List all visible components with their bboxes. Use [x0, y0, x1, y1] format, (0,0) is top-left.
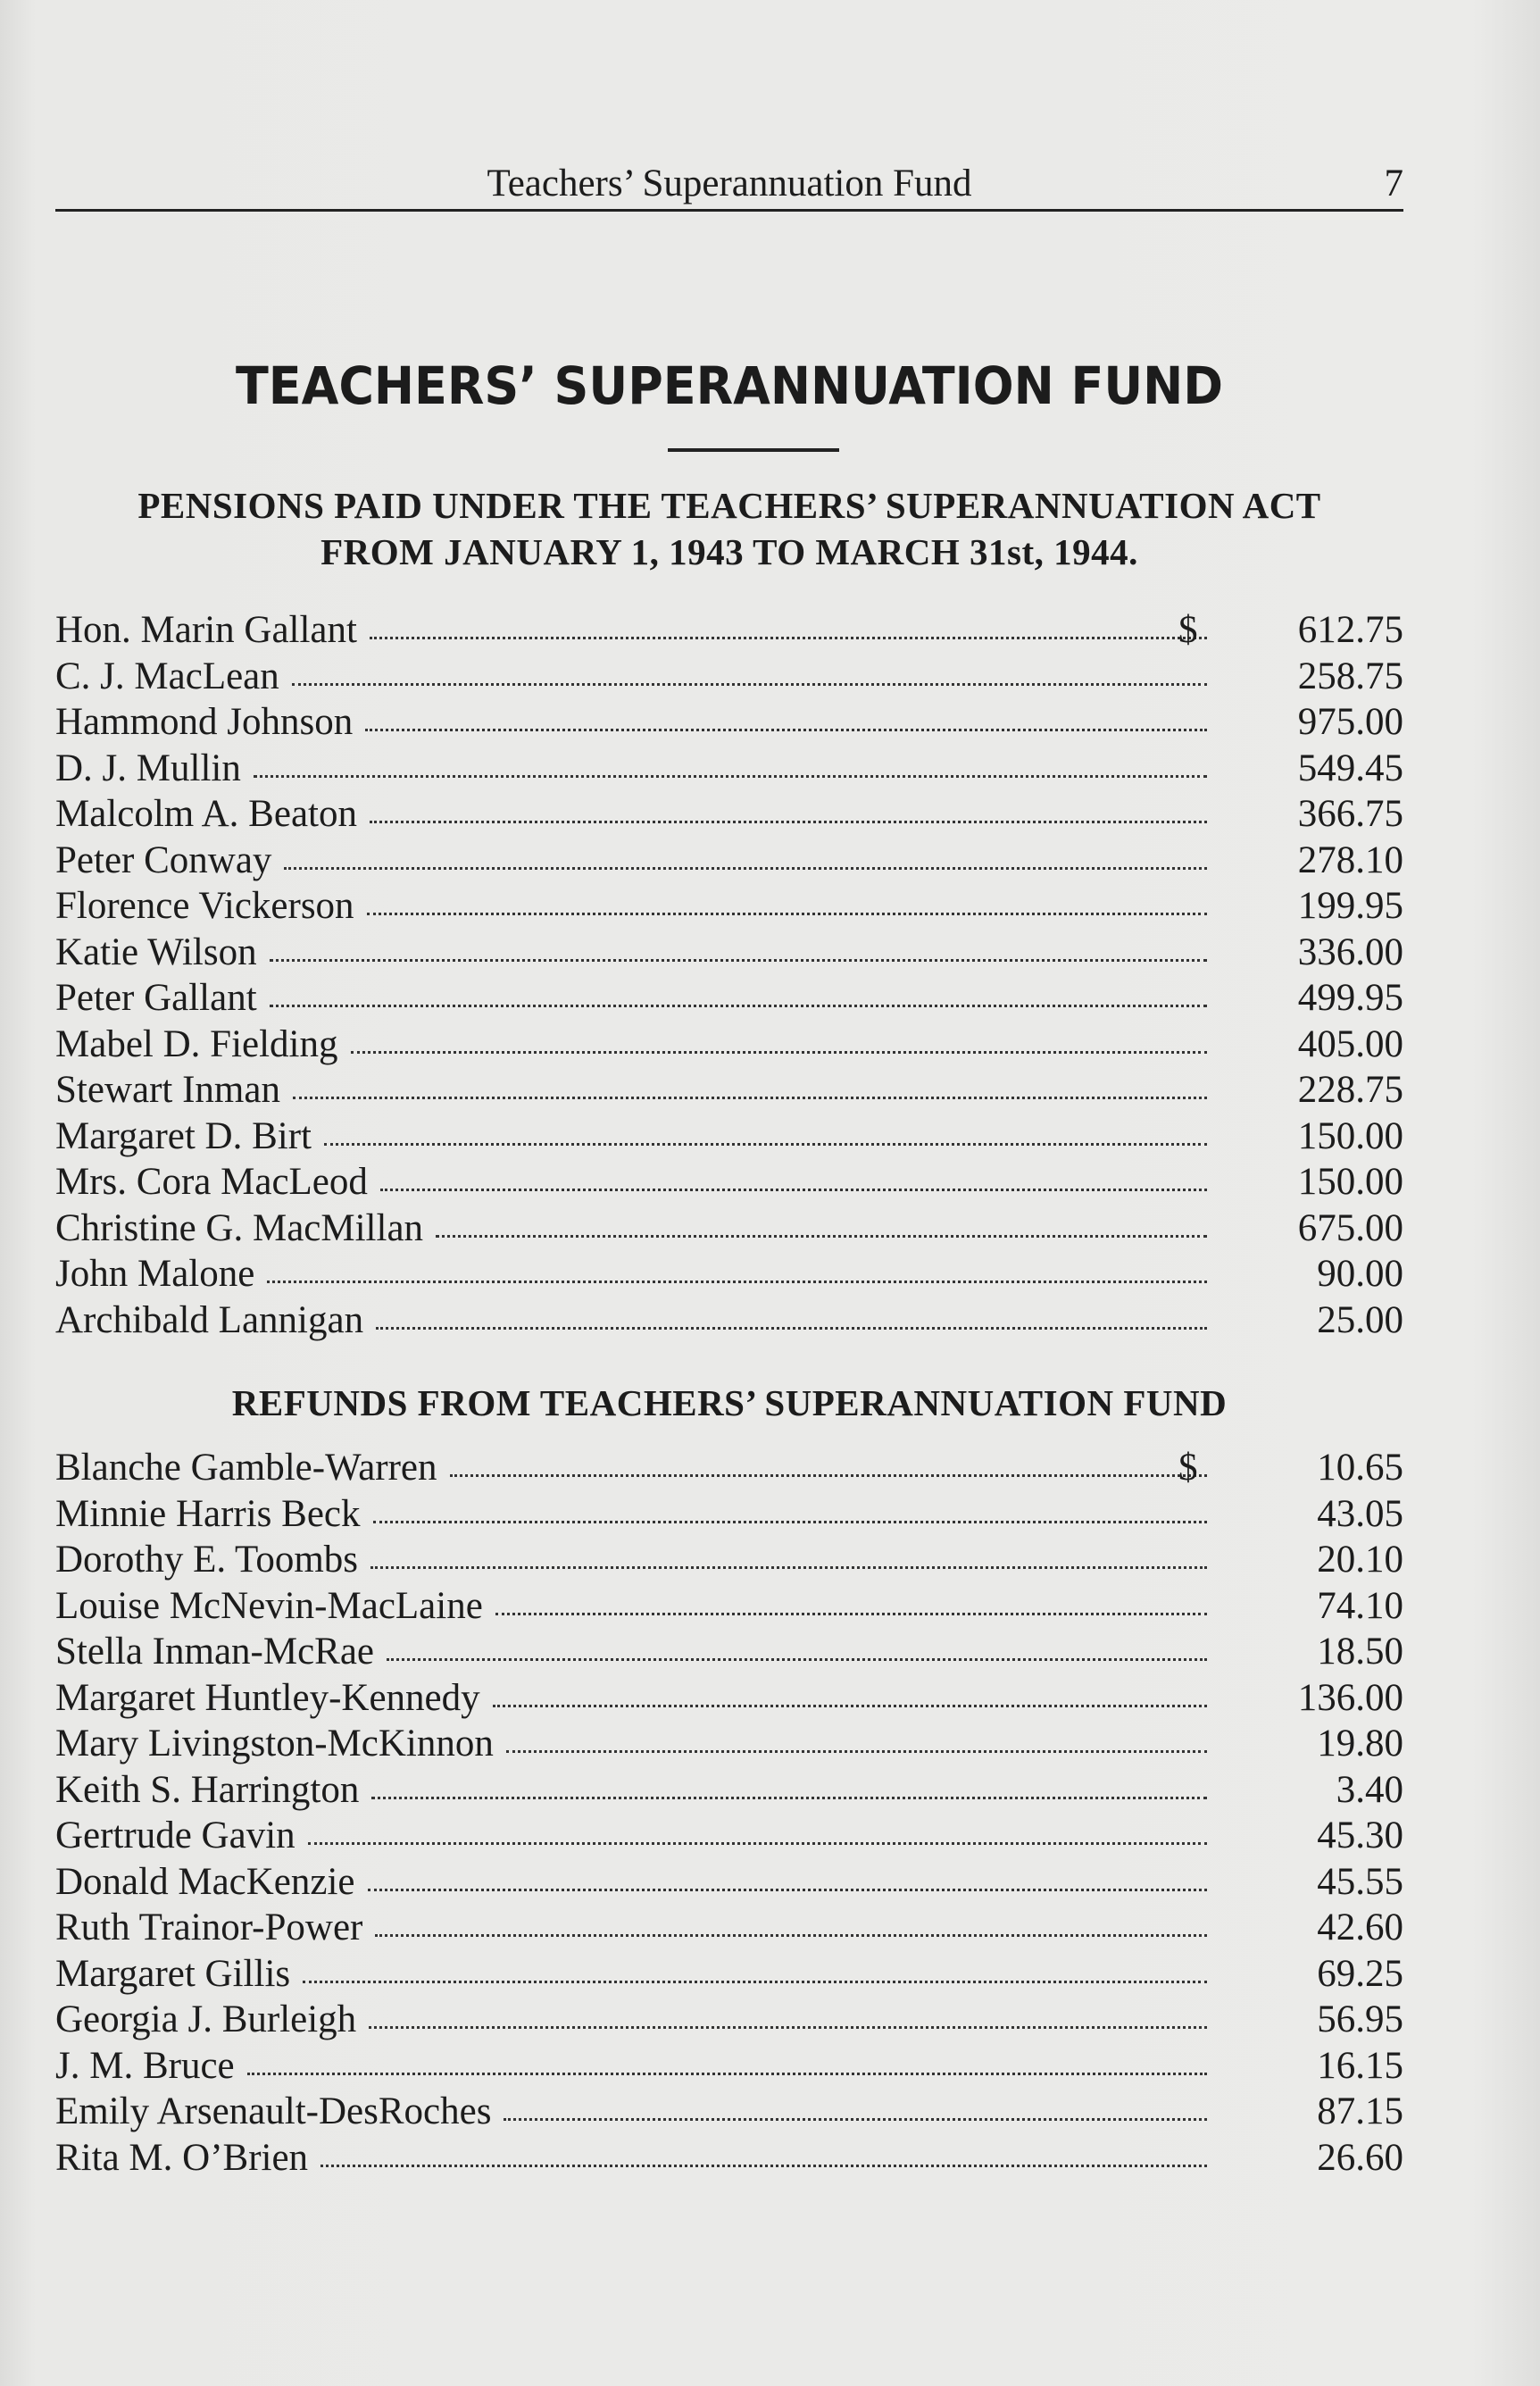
- dot-leader: [375, 1934, 1207, 1937]
- entry-name: Louise McNevin-MacLaine: [55, 1584, 483, 1627]
- entry-name: Florence Vickerson: [55, 885, 354, 927]
- dot-leader: [376, 1327, 1207, 1330]
- dot-leader: [450, 1474, 1207, 1477]
- entry-amount: 228.75: [1297, 1069, 1403, 1111]
- dot-leader: [308, 1842, 1207, 1845]
- refund-row: [55, 1537, 1403, 1583]
- entry-amount: 69.25: [1317, 1952, 1403, 1995]
- entry-name: Margaret D. Birt: [55, 1114, 312, 1157]
- entry-amount: 16.15: [1317, 2044, 1403, 2087]
- entry-name: J. M. Bruce: [55, 2044, 235, 2087]
- pension-row: [55, 1297, 1403, 1344]
- entry-name: Hon. Marin Gallant: [55, 609, 357, 651]
- entry-amount: 20.10: [1317, 1539, 1403, 1581]
- entry-amount: 10.65: [1317, 1447, 1403, 1489]
- entry-name: Georgia J. Burleigh: [55, 1998, 357, 2040]
- pensions-heading-line2: FROM JANUARY 1, 1943 TO MARCH 31st, 1944.: [320, 531, 1138, 572]
- running-header: [55, 159, 1403, 212]
- entry-amount: 42.60: [1317, 1906, 1403, 1948]
- refund-row: [55, 1675, 1403, 1722]
- refund-row: [55, 2089, 1403, 2135]
- entry-name: Hammond Johnson: [55, 701, 354, 743]
- entry-name: Margaret Gillis: [55, 1952, 291, 1995]
- entry-name: Mabel D. Fielding: [55, 1022, 338, 1065]
- entry-amount: 975.00: [1297, 701, 1403, 743]
- page-number: 7: [1384, 163, 1403, 204]
- entry-amount: 90.00: [1317, 1253, 1403, 1295]
- dot-leader: [303, 1981, 1207, 1983]
- entry-name: Mary Livingston-McKinnon: [55, 1723, 494, 1764]
- entry-amount: 278.10: [1297, 838, 1403, 881]
- refund-row: [55, 1997, 1403, 2043]
- entry-amount: 499.95: [1297, 977, 1403, 1019]
- dot-leader: [267, 1281, 1207, 1283]
- dot-leader: [365, 729, 1207, 731]
- dot-leader: [495, 1613, 1207, 1615]
- dot-leader: [320, 2165, 1207, 2167]
- entry-amount: 199.95: [1297, 885, 1403, 927]
- refund-row: [55, 1905, 1403, 1951]
- dot-leader: [324, 1143, 1207, 1146]
- entry-name: Peter Conway: [55, 838, 272, 881]
- entry-amount: 45.55: [1317, 1860, 1403, 1903]
- entry-name: Mrs. Cora MacLeod: [55, 1161, 368, 1203]
- entry-amount: 366.75: [1297, 793, 1403, 835]
- entry-amount: 74.10: [1317, 1584, 1403, 1627]
- entry-name: Gertrude Gavin: [55, 1815, 296, 1856]
- entry-name: Emily Arsenault-DesRoches: [55, 2090, 492, 2132]
- entry-amount: 26.60: [1317, 2136, 1403, 2179]
- dot-leader: [270, 1005, 1207, 1007]
- refund-row: [55, 1813, 1403, 1859]
- title-rule: [668, 448, 839, 452]
- pension-row: [55, 607, 1403, 654]
- entry-name: Ruth Trainor-Power: [55, 1906, 363, 1948]
- currency-symbol: $: [1178, 609, 1198, 651]
- pension-row: [55, 883, 1403, 930]
- entry-name: Blanche Gamble-Warren: [55, 1447, 437, 1489]
- entry-name: Rita M. O’Brien: [55, 2136, 309, 2179]
- entry-amount: 549.45: [1297, 747, 1403, 789]
- entry-amount: 150.00: [1297, 1114, 1403, 1157]
- pension-row: [55, 975, 1403, 1022]
- entry-amount: 56.95: [1317, 1998, 1403, 2040]
- entry-name: Stella Inman-McRae: [55, 1631, 375, 1673]
- entry-amount: 675.00: [1297, 1206, 1403, 1249]
- pension-row: [55, 654, 1403, 700]
- dot-leader: [370, 821, 1207, 823]
- entry-name: Stewart Inman: [55, 1069, 280, 1111]
- entry-amount: 45.30: [1317, 1815, 1403, 1856]
- running-title: Teachers’ Superannuation Fund: [487, 163, 972, 204]
- entry-amount: 336.00: [1297, 930, 1403, 973]
- entry-amount: 87.15: [1317, 2090, 1403, 2132]
- pension-row: [55, 1022, 1403, 1068]
- refund-row: [55, 1767, 1403, 1814]
- dot-leader: [371, 1797, 1207, 1799]
- entry-name: John Malone: [55, 1253, 255, 1295]
- pensions-list: [55, 607, 1403, 1343]
- pension-row: [55, 1067, 1403, 1114]
- currency-symbol: $: [1178, 1447, 1198, 1489]
- pensions-heading-line1: PENSIONS PAID UNDER THE TEACHERS’ SUPERANNUATION ACT: [137, 485, 1321, 526]
- dot-leader: [247, 2073, 1207, 2075]
- refund-row: [55, 2135, 1403, 2182]
- refund-row: [55, 1951, 1403, 1998]
- dot-leader: [270, 959, 1207, 962]
- dot-leader: [293, 1097, 1207, 1099]
- entry-amount: 258.75: [1297, 655, 1403, 697]
- pension-row: [55, 930, 1403, 976]
- entry-name: Malcolm A. Beaton: [55, 793, 357, 835]
- pensions-heading: [36, 482, 1423, 575]
- dot-leader: [370, 1566, 1207, 1569]
- entry-name: Archibald Lannigan: [55, 1298, 364, 1341]
- pension-row: [55, 746, 1403, 792]
- pension-row: [55, 838, 1403, 884]
- dot-leader: [506, 1750, 1207, 1753]
- refund-row: [55, 1583, 1403, 1630]
- pension-row: [55, 791, 1403, 838]
- entry-name: C. J. MacLean: [55, 655, 279, 697]
- entry-amount: 150.00: [1297, 1161, 1403, 1203]
- entry-amount: 43.05: [1317, 1492, 1403, 1535]
- entry-name: D. J. Mullin: [55, 747, 241, 789]
- refund-row: [55, 1445, 1403, 1491]
- dot-leader: [351, 1051, 1207, 1054]
- dot-leader: [367, 913, 1207, 915]
- refunds-heading: REFUNDS FROM TEACHERS’ SUPERANNUATION FUND: [231, 1382, 1228, 1423]
- refund-row: [55, 1629, 1403, 1675]
- entry-name: Peter Gallant: [55, 977, 257, 1019]
- entry-amount: 612.75: [1297, 609, 1403, 651]
- refunds-list: [55, 1445, 1403, 2181]
- entry-name: Margaret Huntley-Kennedy: [55, 1676, 480, 1719]
- dot-leader: [380, 1189, 1207, 1191]
- entry-amount: 136.00: [1297, 1676, 1403, 1719]
- dot-leader: [370, 637, 1207, 639]
- dot-leader: [436, 1235, 1207, 1238]
- pension-row: [55, 699, 1403, 746]
- dot-leader: [387, 1658, 1207, 1661]
- entry-name: Christine G. MacMillan: [55, 1206, 424, 1249]
- pension-row: [55, 1206, 1403, 1252]
- dot-leader: [292, 683, 1207, 686]
- refund-row: [55, 1491, 1403, 1538]
- refund-row: [55, 2043, 1403, 2090]
- entry-amount: 18.50: [1317, 1631, 1403, 1673]
- entry-name: Katie Wilson: [55, 930, 257, 973]
- refund-row: [55, 1859, 1403, 1906]
- dot-leader: [284, 867, 1207, 870]
- pension-row: [55, 1251, 1403, 1297]
- entry-amount: 405.00: [1297, 1022, 1403, 1065]
- dot-leader: [369, 2026, 1207, 2029]
- entry-amount: 25.00: [1317, 1298, 1403, 1341]
- entry-name: Donald MacKenzie: [55, 1860, 355, 1903]
- pension-row: [55, 1159, 1403, 1206]
- page-title: TEACHERS’ SUPERANNUATION FUND: [235, 355, 1224, 416]
- entry-name: Minnie Harris Beck: [55, 1492, 361, 1535]
- dot-leader: [373, 1521, 1207, 1523]
- refund-row: [55, 1721, 1403, 1767]
- entry-name: Keith S. Harrington: [55, 1768, 360, 1811]
- dot-leader: [368, 1889, 1207, 1891]
- entry-amount: 19.80: [1317, 1723, 1403, 1764]
- dot-leader: [493, 1705, 1207, 1707]
- pension-row: [55, 1114, 1403, 1160]
- entry-amount: 3.40: [1336, 1768, 1403, 1811]
- dot-leader: [254, 775, 1207, 778]
- dot-leader: [504, 2118, 1207, 2121]
- entry-name: Dorothy E. Toombs: [55, 1539, 359, 1581]
